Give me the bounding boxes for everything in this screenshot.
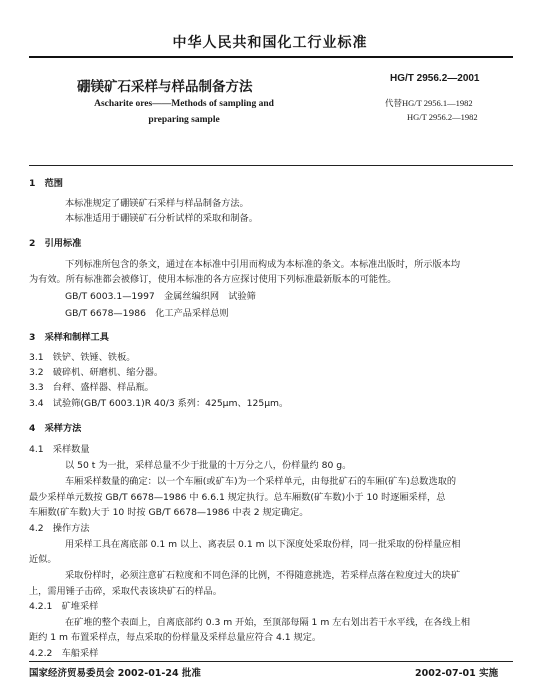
- clause: 3.2 破碎机、研磨机、缩分器。: [29, 367, 164, 378]
- body-line: 上，需用锤子击碎，采取代表该块矿石的样品。: [29, 586, 222, 597]
- section-heading: 2 引用标准: [29, 238, 82, 249]
- body-line: 本标准适用于硼镁矿石分析试样的采取和制备。: [65, 213, 258, 224]
- reference-item: GB/T 6678—1986 化工产品采样总则: [65, 308, 229, 319]
- title-rule: [29, 165, 513, 166]
- english-title-line-1: Ascharite ores——Methods of sampling and: [94, 99, 274, 109]
- english-title: [0, 96, 368, 128]
- footer-rule: [29, 661, 513, 662]
- replaces-note: [385, 96, 478, 124]
- body-line: 在矿堆的整个表面上，自离底部约 0.3 m 开始，至顶部每隔 1 m 左右划出若干水平线，在各线上相: [65, 617, 471, 628]
- body-line: 采取份样时，必须注意矿石粒度和不同色泽的比例，不得随意挑选，若采样点落在粒度过大的块矿: [65, 570, 461, 581]
- replaces-line-2: HG/T 2956.2—1982: [407, 112, 478, 122]
- body-line: 车厢采样数量的确定：以一个车厢(或矿车)为一个采样单元，由每批矿石的车厢(矿车)总数选取的: [65, 476, 457, 487]
- body-line: 以 50 t 为一批，采样总量不少于批量的十万分之八，份样量约 80 g。: [65, 460, 352, 471]
- body-line: 下列标准所包含的条文，通过在本标准中引用而构成为本标准的条文。本标准出版时，所示版本均: [65, 259, 461, 270]
- english-title-line-2: preparing sample: [148, 115, 220, 125]
- section-heading: 1 范围: [29, 178, 63, 189]
- reference-item: GB/T 6003.1—1997 金属丝编织网 试验筛: [65, 291, 256, 302]
- standard-code: HG/T 2956.2—2001: [390, 73, 480, 84]
- header-title: 中华人民共和国化工行业标准: [172, 35, 368, 51]
- clause: 3.3 台秤、盛样器、样品瓶。: [29, 382, 154, 393]
- approval-date: 国家经济贸易委员会 2002-01-24 批准: [29, 668, 201, 679]
- body-line: 车厢数(矿车数)大于 10 时按 GB/T 6678—1986 中表 2 规定确定。: [29, 507, 309, 518]
- standard-title: 硼镁矿石采样与样品制备方法: [77, 79, 253, 95]
- body-line: 用采样工具在离底部 0.1 m 以上、离表层 0.1 m 以下深度处采取份样，同一批采取的份样量应相: [65, 539, 461, 550]
- header-rule: [29, 56, 513, 58]
- clause-heading: 4.1 采样数量: [29, 444, 90, 455]
- body-line: 近似。: [29, 554, 57, 565]
- clause: 3.4 试验筛(GB/T 6003.1)R 40/3 系列：425μm、125μm。: [29, 398, 289, 409]
- section-heading: 3 采样和制样工具: [29, 332, 109, 343]
- clause-heading: 4.2.1 矿堆采样: [29, 601, 99, 612]
- clause-heading: 4.2.2 车船采样: [29, 648, 99, 659]
- section-heading: 4 采样方法: [29, 423, 82, 434]
- body-line: 距约 1 m 布置采样点，每点采取的份样量及采样总量应符合 4.1 规定。: [29, 632, 322, 643]
- body-line: 本标准规定了硼镁矿石采样与样品制备方法。: [65, 198, 249, 209]
- replaces-line-1: 代替HG/T 2956.1—1982: [385, 98, 473, 108]
- body-line: 最少采样单元数按 GB/T 6678—1986 中 6.6.1 规定执行。总车厢数(矿车数)小于 10 时逐厢采样，总: [29, 492, 446, 503]
- clause-heading: 4.2 操作方法: [29, 523, 90, 534]
- implementation-date: 2002-07-01 实施: [415, 668, 499, 679]
- clause: 3.1 铁铲、铁锤、铁板。: [29, 352, 136, 363]
- body-line: 为有效。所有标准都会被修订，使用本标准的各方应探讨使用下列标准最新版本的可能性。: [29, 274, 397, 285]
